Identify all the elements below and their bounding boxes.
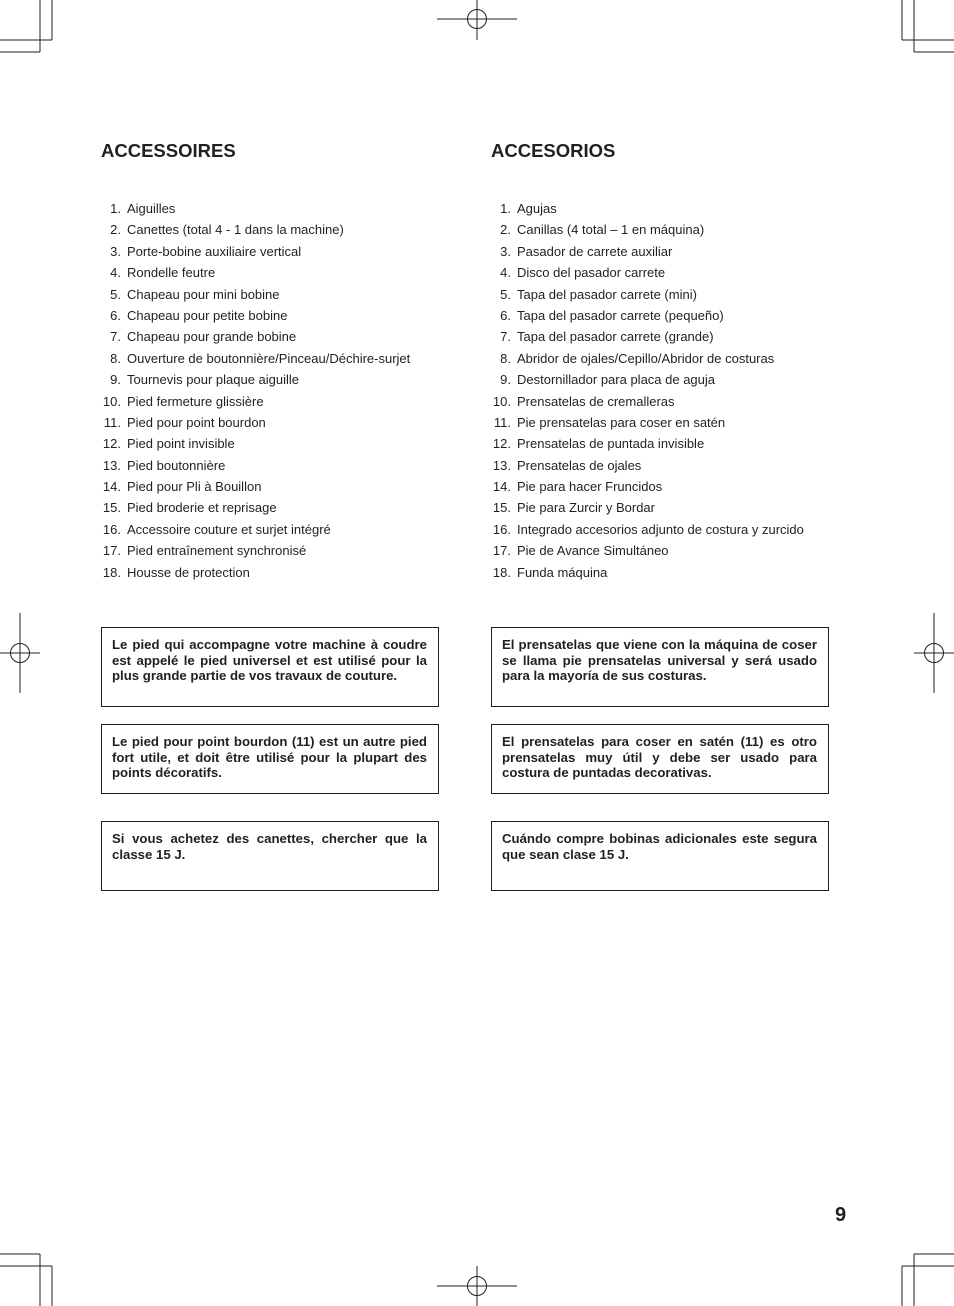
item-number: 15. <box>102 500 121 516</box>
list-item <box>491 497 831 518</box>
list-item <box>101 391 441 412</box>
registration-crosshair <box>437 1266 517 1306</box>
list-item <box>491 262 831 283</box>
item-label: Chapeau pour mini bobine <box>127 286 280 302</box>
item-number: 4. <box>110 265 121 281</box>
item-label: Disco del pasador carrete <box>517 265 666 281</box>
registration-crosshair <box>437 0 517 40</box>
item-number: 14. <box>492 479 511 495</box>
list-item <box>101 262 441 283</box>
list-item <box>101 219 441 240</box>
item-label: Prensatelas de puntada invisible <box>517 436 705 452</box>
item-label: Chapeau pour petite bobine <box>127 307 288 323</box>
universal-foot-note: El prensatelas que viene con la máquina de coser se llama pie prensatelas universal y será usado para la mayoría de sus costuras. <box>491 627 829 707</box>
item-label: Tournevis pour plaque aiguille <box>127 372 300 388</box>
list-item <box>491 219 831 240</box>
list-item <box>101 455 441 476</box>
item-number: 17. <box>492 543 511 559</box>
item-label: Pied fermeture glissière <box>127 393 264 409</box>
item-label: Chapeau pour grande bobine <box>127 329 297 345</box>
list-item <box>101 326 441 347</box>
item-label: Destornillador para placa de aguja <box>517 372 716 388</box>
item-number: 16. <box>102 521 121 537</box>
item-label: Pie prensatelas para coser en satén <box>517 414 726 430</box>
item-number: 8. <box>110 350 121 366</box>
item-number: 15. <box>492 500 511 516</box>
item-label: Tapa del pasador carrete (mini) <box>517 286 697 302</box>
list-item <box>491 412 831 433</box>
item-label: Ouverture de boutonnière/Pinceau/Déchire-surjet <box>127 350 411 366</box>
list-item <box>491 305 831 326</box>
list-item <box>491 476 831 497</box>
list-item <box>491 326 831 347</box>
list-item <box>101 519 441 540</box>
list-item <box>491 562 831 583</box>
item-number: 14. <box>102 479 121 495</box>
list-item <box>491 519 831 540</box>
list-item <box>101 241 441 262</box>
list-item <box>101 369 441 390</box>
item-number: 11. <box>103 414 121 430</box>
item-number: 7. <box>500 329 511 345</box>
list-item <box>101 497 441 518</box>
item-number: 10. <box>102 393 121 409</box>
item-label: Tapa del pasador carrete (grande) <box>517 329 714 345</box>
item-number: 17. <box>102 543 121 559</box>
list-item <box>491 540 831 561</box>
item-number: 2. <box>110 222 121 238</box>
item-label: Pie para hacer Fruncidos <box>517 479 663 495</box>
item-label: Pied pour Pli à Bouillon <box>127 479 262 495</box>
list-item <box>101 562 441 583</box>
registration-crosshair <box>0 613 40 693</box>
item-number: 12. <box>492 436 511 452</box>
item-number: 18. <box>492 564 511 580</box>
item-label: Prensatelas de cremalleras <box>517 393 675 409</box>
item-label: Accessoire couture et surjet intégré <box>127 521 331 537</box>
bobbin-class-note: Cuándo compre bobinas adicionales este segura que sean clase 15 J. <box>491 821 829 891</box>
item-number: 9. <box>500 372 511 388</box>
item-number: 11. <box>493 414 511 430</box>
item-number: 2. <box>500 222 511 238</box>
item-label: Agujas <box>517 201 557 216</box>
item-label: Tapa del pasador carrete (pequeño) <box>517 307 724 323</box>
page-number: 9 <box>835 1204 847 1226</box>
list-item <box>101 433 441 454</box>
list-item <box>491 455 831 476</box>
item-number: 9. <box>110 372 121 388</box>
french-section <box>101 138 441 583</box>
item-number: 1. <box>110 201 121 216</box>
satin-foot-note: Le pied pour point bourdon (11) est un autre pied fort utile, et doit être utilisé pour la plupart des points décoratifs. <box>101 724 439 794</box>
list-item <box>101 198 441 219</box>
section-heading: ACCESORIOS <box>491 140 616 161</box>
item-label: Rondelle feutre <box>127 265 216 281</box>
item-label: Abridor de ojales/Cepillo/Abridor de costuras <box>517 350 775 366</box>
list-item <box>491 241 831 262</box>
list-item <box>491 348 831 369</box>
item-label: Pied pour point bourdon <box>127 414 266 430</box>
item-label: Pied broderie et reprisage <box>127 500 277 516</box>
item-number: 4. <box>500 265 511 281</box>
item-number: 10. <box>492 393 511 409</box>
item-label: Canillas (4 total – 1 en máquina) <box>517 222 705 238</box>
item-number: 12. <box>102 436 121 452</box>
item-number: 6. <box>110 307 121 323</box>
item-label: Porte-bobine auxiliaire vertical <box>127 243 302 259</box>
accessory-list <box>491 198 831 583</box>
list-item <box>491 433 831 454</box>
item-number: 18. <box>102 564 121 580</box>
item-label: Canettes (total 4 - 1 dans la machine) <box>127 222 344 238</box>
spanish-section <box>491 138 831 583</box>
item-label: Pied point invisible <box>127 436 235 452</box>
list-item <box>101 305 441 326</box>
item-label: Integrado accesorios adjunto de costura y zurcido <box>517 521 804 537</box>
item-number: 3. <box>110 243 121 259</box>
item-number: 7. <box>110 329 121 345</box>
item-number: 6. <box>500 307 511 323</box>
item-number: 5. <box>110 286 121 302</box>
item-number: 8. <box>500 350 511 366</box>
item-number: 3. <box>500 243 511 259</box>
item-number: 16. <box>492 521 511 537</box>
item-number: 1. <box>500 201 511 216</box>
universal-foot-note: Le pied qui accompagne votre machine à coudre est appelé le pied universel et est utilisé pour la plus grande partie de vos travaux de couture. <box>101 627 439 707</box>
bobbin-class-note: Si vous achetez des canettes, chercher que la classe 15 J. <box>101 821 439 891</box>
list-item <box>101 476 441 497</box>
item-label: Pasador de carrete auxiliar <box>517 243 673 259</box>
section-heading: ACCESSOIRES <box>101 140 236 161</box>
registration-crosshair <box>914 613 954 693</box>
item-label: Pie de Avance Simultáneo <box>517 543 669 559</box>
satin-foot-note: El prensatelas para coser en satén (11) es otro prensatelas muy útil y debe ser usado para costura de puntadas decorativas. <box>491 724 829 794</box>
item-number: 13. <box>492 457 511 473</box>
accessory-list <box>101 198 441 583</box>
list-item <box>101 348 441 369</box>
item-label: Pie para Zurcir y Bordar <box>517 500 655 516</box>
item-number: 5. <box>500 286 511 302</box>
item-number: 13. <box>102 457 121 473</box>
item-label: Housse de protection <box>127 564 250 580</box>
list-item <box>491 284 831 305</box>
list-item <box>491 369 831 390</box>
list-item <box>101 540 441 561</box>
list-item <box>101 412 441 433</box>
item-label: Funda máquina <box>517 564 608 580</box>
item-label: Pied boutonnière <box>127 457 226 473</box>
item-label: Pied entraînement synchronisé <box>127 543 307 559</box>
item-label: Aiguilles <box>127 201 176 216</box>
item-label: Prensatelas de ojales <box>517 457 642 473</box>
list-item <box>101 284 441 305</box>
list-item <box>491 198 831 219</box>
list-item <box>491 391 831 412</box>
